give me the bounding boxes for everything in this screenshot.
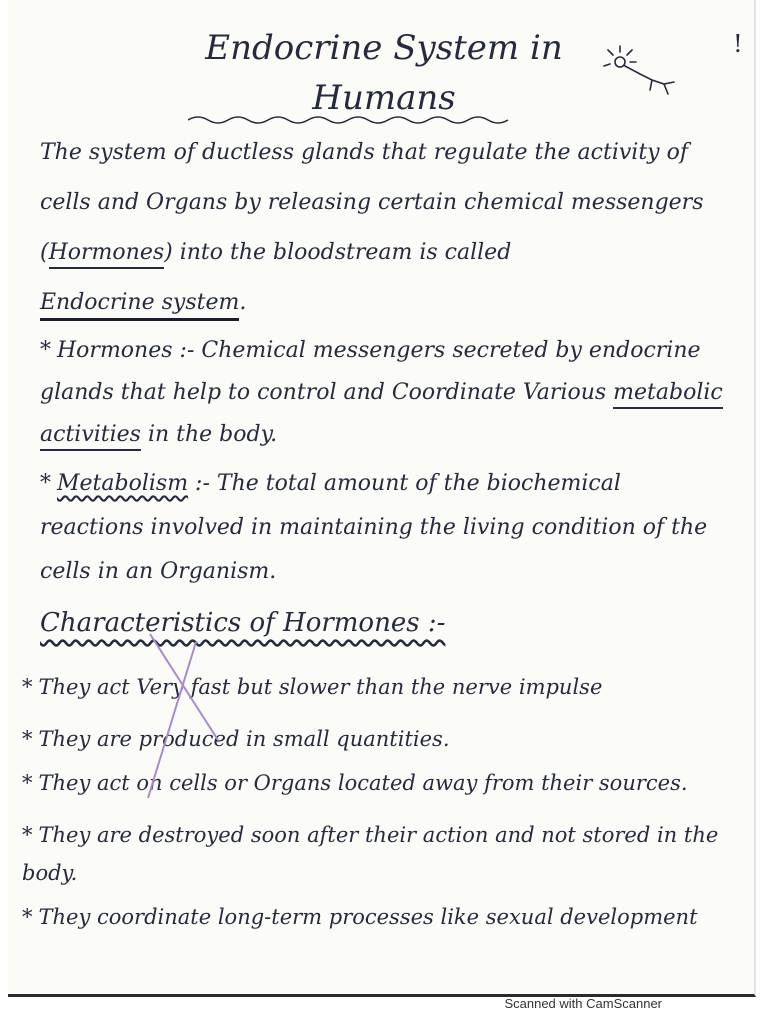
definition-metabolism	[40, 462, 730, 594]
definition-sep: :-	[188, 471, 217, 496]
star-bullet: *	[22, 727, 33, 751]
list-item	[22, 764, 742, 802]
metabolic-activities-term: metabolic activities	[40, 380, 723, 451]
intro-end: .	[239, 290, 247, 315]
definition-text: The total amount of the biochemical reactions involved in maintaining the living condition of the cells in an Organism.	[40, 471, 708, 584]
list-item-text: They act Very fast but slower than the nerve impulse	[38, 675, 603, 699]
definition-sep: :-	[172, 338, 202, 363]
definition-hormones	[40, 330, 730, 456]
page-title-line-1: Endocrine System in	[205, 28, 563, 68]
star-bullet: *	[22, 675, 33, 699]
list-item	[22, 668, 742, 706]
star-bullet: *	[22, 905, 33, 929]
list-item-text: They are produced in small quantities.	[38, 727, 450, 751]
list-item-text: They are destroyed soon after their action and not stored in the body.	[22, 823, 719, 885]
list-item-text: They act on cells or Organs located away from their sources.	[38, 771, 688, 795]
definition-text-end: in the body.	[140, 422, 278, 447]
intro-paragraph	[40, 128, 730, 328]
definition-term: Hormones	[57, 338, 173, 363]
corner-mark: !	[733, 30, 743, 58]
characteristics-heading: Characteristics of Hormones :-	[40, 608, 446, 638]
definition-term: Metabolism	[57, 471, 189, 496]
list-item	[22, 816, 742, 892]
star-bullet: *	[40, 471, 51, 496]
star-bullet: *	[40, 338, 51, 363]
list-item-text: They coordinate long-term processes like sexual development	[38, 905, 698, 929]
intro-text-after: ) into the bloodstream is called	[164, 240, 512, 265]
list-item	[22, 898, 742, 936]
page-title-line-2: Humans	[312, 78, 456, 118]
intro-text-before: The system of ductless glands that regulate the activity of cells and Organs by releasing certain chemical messengers (	[40, 140, 704, 265]
endocrine-system-term: Endocrine system	[40, 290, 239, 321]
pencil-cross-mark	[140, 628, 230, 808]
definition-text: Chemical messengers secreted by endocrine glands that help to control and Coordinate Various	[40, 338, 701, 405]
hormones-word: Hormones	[49, 240, 165, 269]
star-bullet: *	[22, 771, 33, 795]
scanner-watermark: Scanned with CamScanner	[504, 996, 662, 1011]
characteristics-list	[22, 668, 742, 950]
list-item	[22, 720, 742, 758]
star-bullet: *	[22, 823, 33, 847]
